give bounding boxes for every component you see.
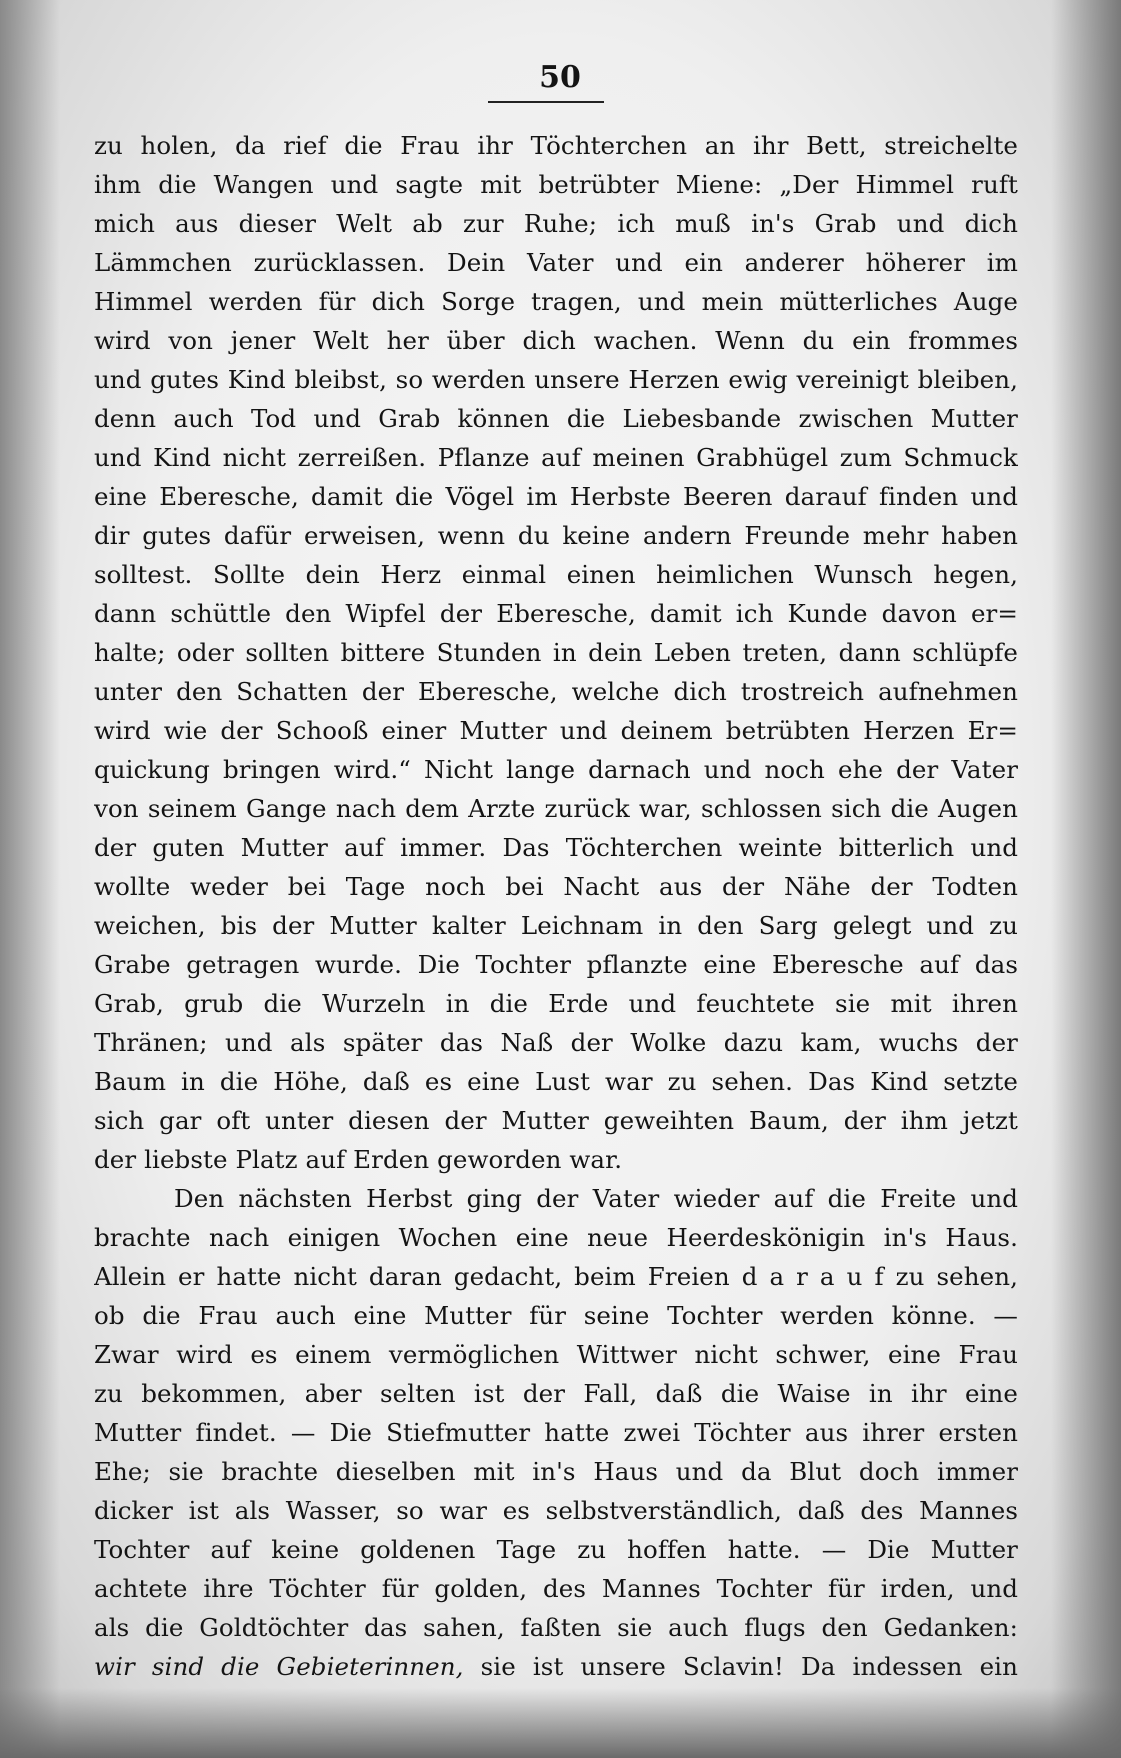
text-line: ihm die Wangen und sagte mit betrübter Miene: „Der Himmel ruft <box>94 170 1018 199</box>
page-shadow-right <box>1051 0 1121 1758</box>
text-line: Ehe; sie brachte dieselben mit in's Haus und da Blut doch immer <box>94 1457 1018 1486</box>
text-line: wird wie der Schooß einer Mutter und deinem betrübten Herzen Er= <box>94 716 1018 745</box>
text-line: zu holen, da rief die Frau ihr Töchterchen an ihr Bett, streichelte <box>94 131 1018 160</box>
page-number: 50 <box>539 60 581 95</box>
header-rule <box>488 101 604 103</box>
text-line: mich aus dieser Welt ab zur Ruhe; ich muß in's Grab und dich <box>94 209 1018 238</box>
text-line: weichen, bis der Mutter kalter Leichnam in den Sarg gelegt und zu <box>94 911 1018 940</box>
text-line: sich gar oft unter diesen der Mutter geweihten Baum, der ihm jetzt <box>94 1106 1018 1135</box>
text-line: unter den Schatten der Eberesche, welche dich trostreich aufnehmen <box>94 677 1018 706</box>
text-line: Thränen; und als später das Naß der Wolke dazu kam, wuchs der <box>94 1028 1018 1057</box>
text-line: und gutes Kind bleibst, so werden unsere Herzen ewig vereinigt bleiben, <box>94 365 1018 394</box>
text-line: ob die Frau auch eine Mutter für seine Tochter werden könne. — <box>94 1301 1018 1330</box>
text-line: Den nächsten Herbst ging der Vater wieder auf die Freite und <box>174 1184 1018 1213</box>
page-shadow-bottom <box>0 1688 1121 1758</box>
text-line: Himmel werden für dich Sorge tragen, und mein mütterliches Auge <box>94 287 1018 316</box>
text-line: wird von jener Welt her über dich wachen. Wenn du ein frommes <box>94 326 1018 355</box>
text-line: von seinem Gange nach dem Arzte zurück war, schlossen sich die Augen <box>94 794 1018 823</box>
text-line: brachte nach einigen Wochen eine neue Heerdeskönigin in's Haus. <box>94 1223 1018 1252</box>
text-line: quickung bringen wird.“ Nicht lange darnach und noch ehe der Vater <box>94 755 1018 784</box>
body-text <box>94 126 1018 1686</box>
text-line: Mutter findet. — Die Stiefmutter hatte zwei Töchter aus ihrer ersten <box>94 1418 1018 1447</box>
text-line: denn auch Tod und Grab können die Liebesbande zwischen Mutter <box>94 404 1018 433</box>
text-line: zu bekommen, aber selten ist der Fall, daß die Waise in ihr eine <box>94 1379 1018 1408</box>
text-line: wollte weder bei Tage noch bei Nacht aus der Nähe der Todten <box>94 872 1018 901</box>
text-line: Baum in die Höhe, daß es eine Lust war zu sehen. Das Kind setzte <box>94 1067 1018 1096</box>
text-line: dir gutes dafür erweisen, wenn du keine andern Freunde mehr haben <box>94 521 1018 550</box>
text-line: Tochter auf keine goldenen Tage zu hoffen hatte. — Die Mutter <box>94 1535 1018 1564</box>
text-line: als die Goldtöchter das sahen, faßten sie auch flugs den Gedanken: <box>94 1613 1018 1642</box>
text-line: Grab, grub die Wurzeln in die Erde und feuchtete sie mit ihren <box>94 989 1018 1018</box>
page-shadow-left <box>0 0 60 1758</box>
text-line: wir sind die Gebieterinnen, sie ist unsere Sclavin! Da indessen ein <box>94 1652 1018 1681</box>
text-line: und Kind nicht zerreißen. Pflanze auf meinen Grabhügel zum Schmuck <box>94 443 1018 472</box>
text-line: Allein er hatte nicht daran gedacht, beim Freien d a r a u f zu sehen, <box>94 1262 1018 1291</box>
text-line: achtete ihre Töchter für golden, des Mannes Tochter für irden, und <box>94 1574 1018 1603</box>
text-line: Lämmchen zurücklassen. Dein Vater und ein anderer höherer im <box>94 248 1018 277</box>
text-line: der guten Mutter auf immer. Das Töchterchen weinte bitterlich und <box>94 833 1018 862</box>
text-line: Grabe getragen wurde. Die Tochter pflanzte eine Eberesche auf das <box>94 950 1018 979</box>
text-line: dicker ist als Wasser, so war es selbstverständlich, daß des Mannes <box>94 1496 1018 1525</box>
italic-phrase: wir sind die Gebieterinnen, <box>94 1652 464 1681</box>
text-line: halte; oder sollten bittere Stunden in dein Leben treten, dann schlüpfe <box>94 638 1018 667</box>
text-line: solltest. Sollte dein Herz einmal einen heimlichen Wunsch hegen, <box>94 560 1018 589</box>
text-line: eine Eberesche, damit die Vögel im Herbste Beeren darauf finden und <box>94 482 1018 511</box>
text-line: Zwar wird es einem vermöglichen Wittwer nicht schwer, eine Frau <box>94 1340 1018 1369</box>
text-line: dann schüttle den Wipfel der Eberesche, damit ich Kunde davon er= <box>94 599 1018 628</box>
text-line: der liebste Platz auf Erden geworden war. <box>94 1145 623 1174</box>
